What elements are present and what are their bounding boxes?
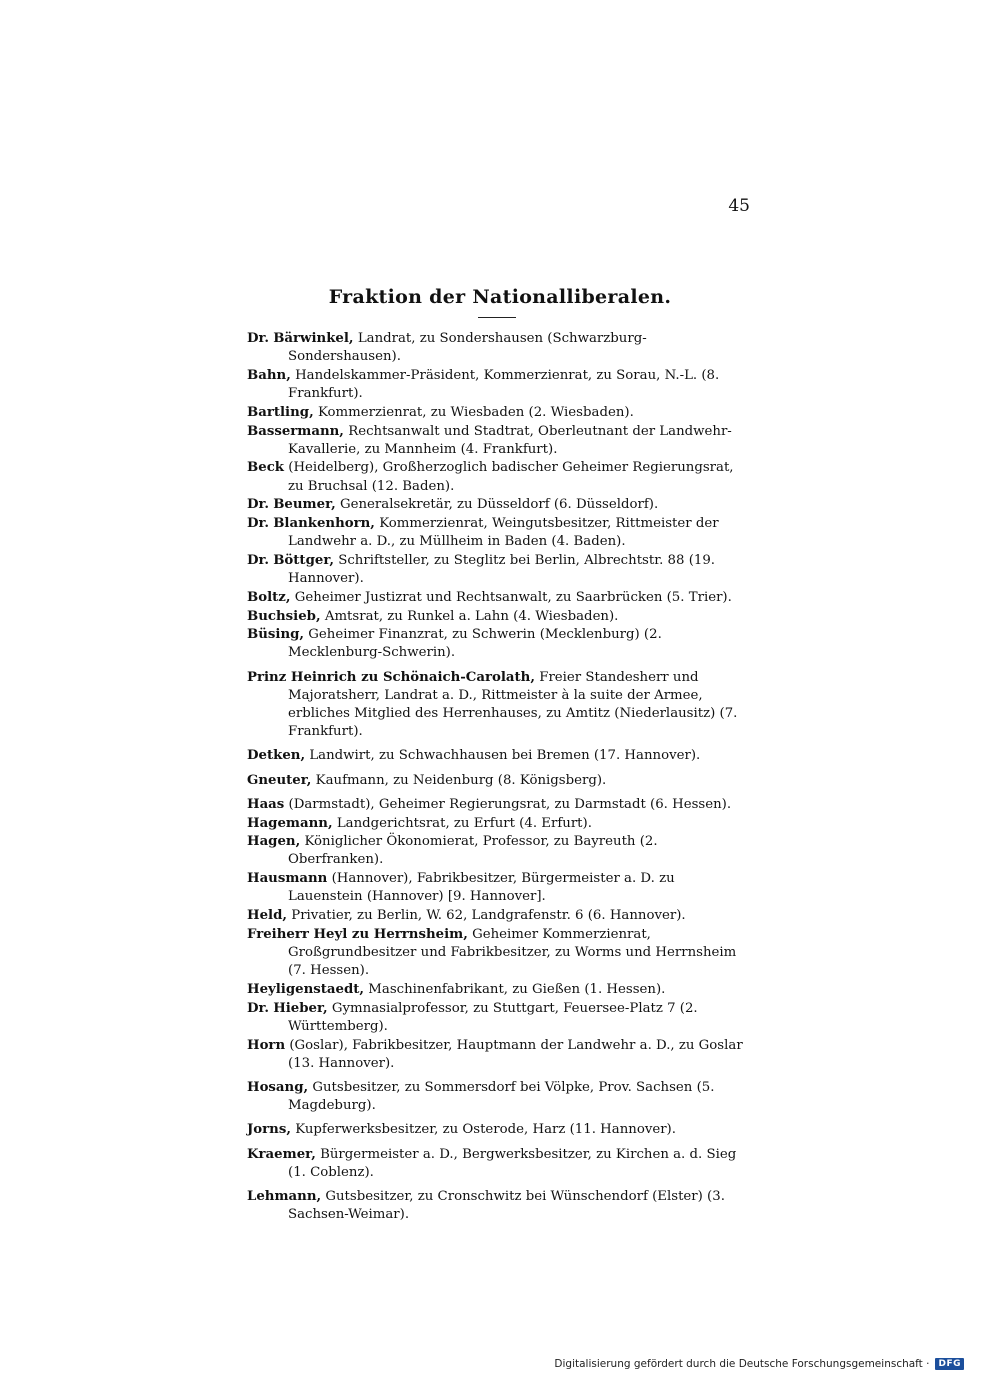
member-details: Geheimer Finanzrat, zu Schwerin (Mecklenburg) (2. Mecklenburg-Schwerin). bbox=[288, 627, 662, 661]
member-name: Hosang, bbox=[247, 1079, 309, 1095]
member-name: Kraemer, bbox=[247, 1146, 316, 1162]
member-entry bbox=[247, 747, 753, 765]
member-details: Landwirt, zu Schwachhausen bei Bremen (17. Hannover). bbox=[309, 748, 701, 764]
dfg-logo-icon: DFG bbox=[935, 1358, 964, 1370]
member-details: Geheimer Kommerzienrat, Großgrundbesitzer und Fabrikbesitzer, zu Worms und Herrnsheim (7. Hessen). bbox=[288, 926, 737, 979]
member-entry bbox=[247, 589, 753, 607]
member-details: Kommerzienrat, Weingutsbesitzer, Rittmeister der Landwehr a. D., zu Müllheim in Baden (4. Baden). bbox=[288, 516, 719, 550]
member-prefix: Dr. bbox=[247, 552, 269, 568]
member-name: Freiherr Heyl zu Herrnsheim, bbox=[247, 926, 468, 942]
member-prefix: Dr. bbox=[247, 331, 269, 346]
member-details: (Darmstadt), Geheimer Regierungsrat, zu Darmstadt (6. Hessen). bbox=[288, 796, 732, 812]
title-divider bbox=[478, 317, 516, 318]
member-details: Kaufmann, zu Neidenburg (8. Königsberg). bbox=[315, 772, 607, 788]
member-entry bbox=[247, 833, 753, 869]
member-details: (Goslar), Fabrikbesitzer, Hauptmann der Landwehr a. D., zu Goslar (13. Hannover). bbox=[288, 1037, 743, 1071]
member-name: Hagemann, bbox=[247, 815, 333, 831]
member-name: Büsing, bbox=[247, 627, 305, 643]
member-name: Buchsieb, bbox=[247, 608, 321, 624]
member-name: Held, bbox=[247, 908, 288, 924]
member-name: Prinz Heinrich zu Schönaich-Carolath, bbox=[247, 669, 535, 685]
member-entry bbox=[247, 907, 753, 925]
member-entry bbox=[247, 926, 753, 981]
member-entry bbox=[247, 515, 753, 551]
member-entry bbox=[247, 981, 753, 999]
member-name: Böttger, bbox=[273, 552, 335, 568]
member-name: Horn bbox=[247, 1037, 286, 1053]
member-details: Königlicher Ökonomierat, Professor, zu Bayreuth (2. Oberfranken). bbox=[288, 834, 658, 868]
member-entry bbox=[247, 423, 753, 459]
member-entry bbox=[247, 1146, 753, 1182]
member-details: Bürgermeister a. D., Bergwerksbesitzer, zu Kirchen a. d. Sieg (1. Coblenz). bbox=[288, 1146, 737, 1180]
member-name: Bartling, bbox=[247, 404, 314, 420]
member-entry bbox=[247, 608, 753, 626]
member-entry bbox=[247, 496, 753, 514]
member-prefix: Dr. bbox=[247, 1000, 269, 1016]
member-details: Gutsbesitzer, zu Cronschwitz bei Wünschendorf (Elster) (3. Sachsen-Weimar). bbox=[288, 1188, 725, 1223]
member-name: Hagen, bbox=[247, 834, 301, 850]
member-name: Jorns, bbox=[247, 1122, 291, 1138]
member-entry bbox=[247, 815, 753, 833]
member-details: Gutsbesitzer, zu Sommersdorf bei Völpke, Prov. Sachsen (5. Magdeburg). bbox=[288, 1079, 715, 1114]
member-details: Amtsrat, zu Runkel a. Lahn (4. Wiesbaden). bbox=[324, 608, 619, 624]
member-prefix: Dr. bbox=[247, 497, 269, 513]
member-name: Detken, bbox=[247, 748, 306, 764]
member-name: Heyligenstaedt, bbox=[247, 981, 365, 997]
member-name: Beck bbox=[247, 460, 285, 476]
member-name: Hieber, bbox=[273, 1000, 328, 1016]
member-entry bbox=[247, 870, 753, 906]
member-details: (Hannover), Fabrikbesitzer, Bürgermeister a. D. zu Lauenstein (Hannover) [9. Hannover]. bbox=[288, 871, 675, 905]
member-details: Gymnasialprofessor, zu Stuttgart, Feuersee-Platz 7 (2. Württemberg). bbox=[288, 1000, 698, 1034]
member-name: Bassermann, bbox=[247, 423, 344, 439]
member-name: Blankenhorn, bbox=[273, 516, 375, 532]
member-details: Kupferwerksbesitzer, zu Osterode, Harz (11. Hannover). bbox=[295, 1122, 676, 1138]
member-entry bbox=[247, 367, 753, 403]
member-details: Kommerzienrat, zu Wiesbaden (2. Wiesbaden). bbox=[317, 404, 634, 420]
member-entry bbox=[247, 1037, 753, 1073]
member-entry bbox=[247, 669, 753, 742]
member-entry bbox=[247, 626, 753, 662]
member-name: Bahn, bbox=[247, 367, 291, 383]
member-name: Haas bbox=[247, 796, 285, 812]
member-details: Privatier, zu Berlin, W. 62, Landgrafenstr. 6 (6. Hannover). bbox=[291, 908, 686, 924]
footer-text: Digitalisierung gefördert durch die Deutsche Forschungsgemeinschaft · bbox=[554, 1358, 930, 1370]
member-details: Handelskammer-Präsident, Kommerzienrat, zu Sorau, N.-L. (8. Frankfurt). bbox=[288, 367, 720, 402]
member-details: Maschinenfabrikant, zu Gießen (1. Hessen). bbox=[368, 981, 666, 997]
member-entry bbox=[247, 404, 753, 422]
member-entry bbox=[247, 552, 753, 588]
member-prefix: Dr. bbox=[247, 516, 269, 532]
member-list bbox=[247, 330, 753, 1225]
member-name: Boltz, bbox=[247, 589, 291, 605]
page-number: 45 bbox=[728, 196, 750, 216]
member-details: Freier Standesherr und Majoratsherr, Landrat a. D., Rittmeister à la suite der Armee, erbliches Mitglied des Herrenhauses, zu Amtitz (Niederlausitz) (7. Frankfurt). bbox=[288, 669, 738, 740]
member-details: Geheimer Justizrat und Rechtsanwalt, zu Saarbrücken (5. Trier). bbox=[294, 589, 732, 605]
member-entry bbox=[247, 1079, 753, 1115]
member-name: Beumer, bbox=[273, 497, 336, 513]
member-entry bbox=[247, 330, 753, 366]
member-details: Rechtsanwalt und Stadtrat, Oberleutnant der Landwehr-Kavallerie, zu Mannheim (4. Frankfurt). bbox=[288, 423, 732, 457]
member-entry bbox=[247, 459, 753, 495]
member-entry bbox=[247, 1000, 753, 1036]
member-details: (Heidelberg), Großherzoglich badischer Geheimer Regierungsrat, zu Bruchsal (12. Baden). bbox=[288, 460, 734, 494]
member-entry bbox=[247, 1121, 753, 1139]
member-name: Hausmann bbox=[247, 871, 328, 887]
footer bbox=[554, 1358, 964, 1370]
member-entry bbox=[247, 772, 753, 790]
section-title: Fraktion der Nationalliberalen. bbox=[328, 286, 672, 308]
member-details: Landrat, zu Sondershausen (Schwarzburg-Sondershausen). bbox=[288, 331, 647, 365]
member-name: Gneuter, bbox=[247, 772, 312, 788]
member-entry bbox=[247, 1188, 753, 1224]
member-entry bbox=[247, 796, 753, 814]
member-details: Generalsekretär, zu Düsseldorf (6. Düsseldorf). bbox=[340, 497, 659, 513]
member-name: Lehmann, bbox=[247, 1188, 322, 1204]
member-details: Schriftsteller, zu Steglitz bei Berlin, Albrechtstr. 88 (19. Hannover). bbox=[288, 552, 716, 587]
member-name: Bärwinkel, bbox=[273, 331, 354, 346]
member-details: Landgerichtsrat, zu Erfurt (4. Erfurt). bbox=[336, 815, 592, 831]
